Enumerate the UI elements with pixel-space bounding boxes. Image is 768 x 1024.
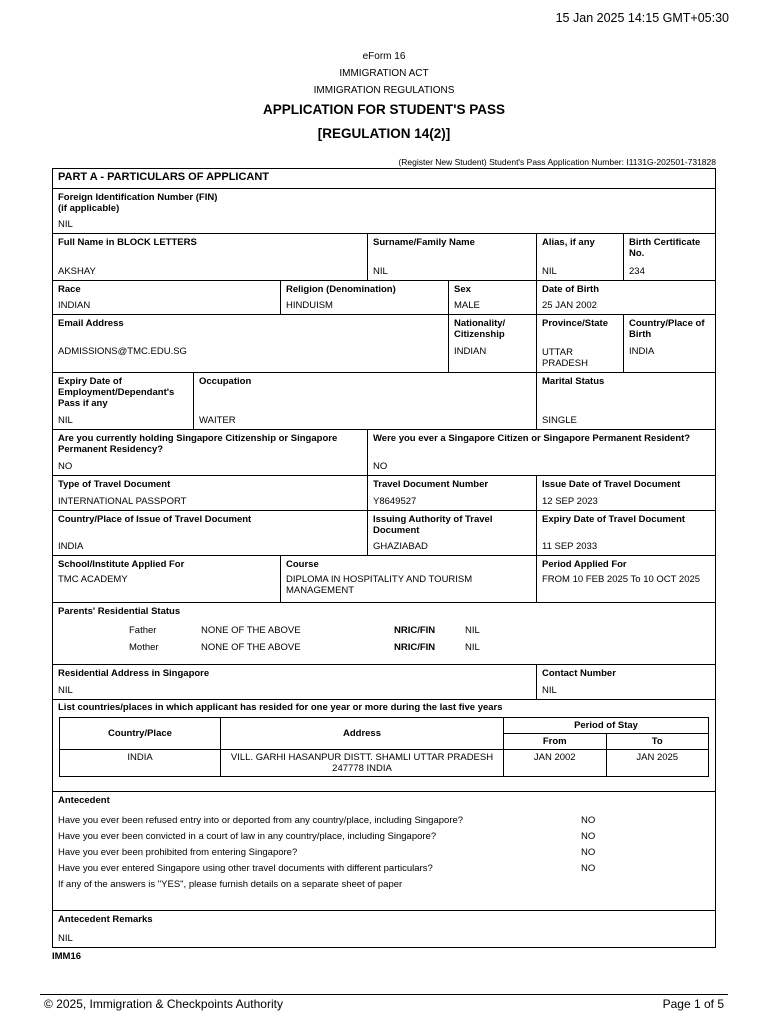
- father-nric-label: NRIC/FIN: [394, 625, 436, 636]
- residential-address-value: NIL: [58, 685, 73, 696]
- pass-expiry-label: Expiry Date of Employment/Dependant's Pass if any: [58, 376, 175, 409]
- travel-doc-row: [53, 475, 715, 510]
- antecedent-answer-3: NO: [581, 847, 596, 858]
- issuing-authority-label: Issuing Authority of Travel Document: [373, 514, 493, 536]
- alias-label: Alias, if any: [542, 237, 595, 248]
- remarks-label: Antecedent Remarks: [58, 914, 153, 925]
- issuing-authority-cell: [367, 511, 536, 555]
- act-label: IMMIGRATION ACT: [339, 68, 429, 79]
- travel-doc-expiry-value: 11 SEP 2033: [542, 541, 598, 552]
- antecedent-answer-1: NO: [581, 815, 596, 826]
- travel-doc-number-cell: [367, 476, 536, 510]
- school-row: [53, 555, 715, 602]
- race-label: Race: [58, 284, 81, 295]
- occupation-row: [53, 372, 715, 429]
- row-from: JAN 2002: [504, 750, 607, 777]
- birth-cert-cell: [623, 234, 715, 280]
- remarks-value: NIL: [58, 933, 73, 944]
- mother-nric-label: NRIC/FIN: [394, 642, 436, 653]
- religion-label: Religion (Denomination): [286, 284, 396, 295]
- from-header: From: [504, 734, 607, 750]
- row-to: JAN 2025: [606, 750, 709, 777]
- school-label: School/Institute Applied For: [58, 559, 185, 570]
- former-citizenship-value: NO: [373, 461, 388, 472]
- father-status: NONE OF THE ABOVE: [201, 625, 301, 636]
- part-a-title: PART A - PARTICULARS OF APPLICANT: [58, 171, 270, 183]
- regulation-label: [REGULATION 14(2)]: [317, 126, 451, 141]
- regs-label: IMMIGRATION REGULATIONS: [313, 85, 455, 96]
- countries-label: List countries/places in which applicant has resided for one year or more during the last five years: [58, 702, 503, 713]
- travel-doc-type-label: Type of Travel Document: [58, 479, 171, 490]
- race-row: [53, 280, 715, 314]
- row-address: VILL. GARHI HASANPUR DISTT. SHAMLI UTTAR PRADESH 247778 INDIA: [221, 750, 504, 777]
- remarks-row: [53, 910, 715, 947]
- province-cell: [536, 315, 623, 372]
- pass-expiry-value: NIL: [58, 415, 73, 426]
- former-citizenship-label: Were you ever a Singapore Citizen or Singapore Permanent Resident?: [373, 433, 691, 444]
- countries-cell: [53, 700, 715, 791]
- eform-label: eForm 16: [362, 51, 406, 62]
- travel-doc-type-value: INTERNATIONAL PASSPORT: [58, 496, 187, 507]
- birth-cert-value: 234: [629, 266, 645, 277]
- occupation-cell: [193, 373, 536, 429]
- dob-cell: [536, 281, 715, 314]
- province-value: UTTAR PRADESH: [542, 347, 588, 369]
- course-value: DIPLOMA IN HOSPITALITY AND TOURISM MANAGEMENT: [286, 574, 473, 596]
- pass-expiry-cell: [53, 373, 193, 429]
- antecedent-question-4: Have you ever entered Singapore using other travel documents with different particulars?: [58, 863, 433, 874]
- travel-issue-row: [53, 510, 715, 555]
- province-label: Province/State: [542, 318, 608, 329]
- issuing-authority-value: GHAZIABAD: [373, 541, 428, 552]
- current-citizenship-label: Are you currently holding Singapore Citizenship or Singapore Permanent Residency?: [58, 433, 338, 455]
- sex-cell: [448, 281, 536, 314]
- religion-value: HINDUISM: [286, 300, 333, 311]
- birth-country-value: INDIA: [629, 346, 655, 357]
- citizenship-row: [53, 429, 715, 475]
- occupation-value: WAITER: [199, 415, 236, 426]
- birth-country-label: Country/Place of Birth: [629, 318, 705, 340]
- email-label: Email Address: [58, 318, 124, 329]
- name-row: [53, 233, 715, 280]
- period-value: FROM 10 FEB 2025 To 10 OCT 2025: [542, 574, 701, 585]
- surname-cell: [367, 234, 536, 280]
- antecedent-answer-4: NO: [581, 863, 596, 874]
- timestamp: 15 Jan 2025 14:15 GMT+05:30: [555, 11, 729, 25]
- antecedent-question-2: Have you ever been convicted in a court of law in any country/place, including Singapore?: [58, 831, 437, 842]
- table-header-row: [60, 718, 709, 734]
- marital-value: SINGLE: [542, 415, 577, 426]
- country-header: Country/Place: [60, 718, 221, 750]
- application-form: [52, 168, 716, 948]
- travel-doc-type-cell: [53, 476, 367, 510]
- footer-copyright: © 2025, Immigration & Checkpoints Authority: [44, 997, 283, 1011]
- school-cell: [53, 556, 280, 602]
- dob-value: 25 JAN 2002: [542, 300, 597, 311]
- fin-label: Foreign Identification Number (FIN): [58, 192, 218, 203]
- marital-label: Marital Status: [542, 376, 605, 387]
- form-title: APPLICATION FOR STUDENT'S PASS: [263, 102, 505, 117]
- issue-country-value: INDIA: [58, 541, 84, 552]
- religion-cell: [280, 281, 448, 314]
- former-citizenship-cell: [367, 430, 715, 475]
- surname-value: NIL: [373, 266, 388, 277]
- footer-page-number: Page 1 of 5: [662, 997, 724, 1011]
- full-name-value: AKSHAY: [58, 266, 96, 277]
- antecedent-note: If any of the answers is "YES", please furnish details on a separate sheet of paper: [58, 879, 403, 890]
- residence-row: [53, 664, 715, 699]
- surname-label: Surname/Family Name: [373, 237, 475, 248]
- current-citizenship-cell: [53, 430, 367, 475]
- fin-value: NIL: [58, 219, 73, 230]
- antecedent-question-3: Have you ever been prohibited from entering Singapore?: [58, 847, 298, 858]
- father-nric-value: NIL: [465, 625, 480, 636]
- antecedent-answer-2: NO: [581, 831, 596, 842]
- contact-number-cell: [536, 665, 715, 699]
- school-value: TMC ACADEMY: [58, 574, 128, 585]
- footer-divider: [40, 994, 728, 995]
- fin-cell: [53, 189, 715, 233]
- antecedent-label: Antecedent: [58, 795, 110, 806]
- nationality-label: Nationality/ Citizenship: [454, 318, 506, 340]
- antecedent-section: [53, 791, 715, 910]
- email-value: ADMISSIONS@TMC.EDU.SG: [58, 346, 187, 357]
- to-header: To: [606, 734, 709, 750]
- father-label: Father: [129, 625, 157, 636]
- fin-sublabel: (if applicable): [58, 203, 120, 214]
- antecedent-question-1: Have you ever been refused entry into or deported from any country/place, including Singapore?: [58, 815, 464, 826]
- course-label: Course: [286, 559, 319, 570]
- residential-address-label: Residential Address in Singapore: [58, 668, 210, 679]
- parents-cell: [53, 603, 715, 665]
- dob-label: Date of Birth: [542, 284, 599, 295]
- period-header: Period of Stay: [504, 718, 709, 734]
- travel-doc-number-value: Y8649527: [373, 496, 417, 507]
- email-cell: [53, 315, 448, 372]
- full-name-label: Full Name in BLOCK LETTERS: [58, 237, 197, 248]
- sex-label: Sex: [454, 284, 471, 295]
- mother-status: NONE OF THE ABOVE: [201, 642, 301, 653]
- alias-cell: [536, 234, 623, 280]
- birth-cert-label: Birth Certificate No.: [629, 237, 701, 259]
- travel-doc-expiry-cell: [536, 511, 715, 555]
- address-header: Address: [221, 718, 504, 750]
- full-name-cell: [53, 234, 367, 280]
- countries-row: [53, 699, 715, 791]
- remarks-cell: [53, 911, 715, 947]
- email-row: [53, 314, 715, 372]
- parents-row: [53, 602, 715, 664]
- contact-number-value: NIL: [542, 685, 557, 696]
- table-row: [60, 750, 709, 777]
- issue-country-label: Country/Place of Issue of Travel Document: [58, 514, 252, 525]
- issue-country-cell: [53, 511, 367, 555]
- birth-country-cell: [623, 315, 715, 372]
- parents-label: Parents' Residential Status: [58, 606, 181, 617]
- form-code: IMM16: [52, 951, 82, 962]
- row-country: INDIA: [60, 750, 221, 777]
- travel-doc-issue-cell: [536, 476, 715, 510]
- travel-doc-number-label: Travel Document Number: [373, 479, 489, 490]
- marital-cell: [536, 373, 715, 429]
- residence-history-table: [59, 717, 709, 777]
- occupation-label: Occupation: [199, 376, 252, 387]
- part-a-header: [53, 169, 715, 188]
- residential-address-cell: [53, 665, 536, 699]
- nationality-cell: [448, 315, 536, 372]
- contact-number-label: Contact Number: [542, 668, 616, 679]
- application-number: (Register New Student) Student's Pass Application Number: I1131G-202501-731828: [398, 157, 716, 167]
- sex-value: MALE: [454, 300, 480, 311]
- travel-doc-issue-value: 12 SEP 2023: [542, 496, 598, 507]
- current-citizenship-value: NO: [58, 461, 73, 472]
- fin-row: [53, 188, 715, 233]
- race-value: INDIAN: [58, 300, 91, 311]
- travel-doc-issue-label: Issue Date of Travel Document: [542, 479, 681, 490]
- course-cell: [280, 556, 536, 602]
- travel-doc-expiry-label: Expiry Date of Travel Document: [542, 514, 686, 525]
- race-cell: [53, 281, 280, 314]
- alias-value: NIL: [542, 266, 557, 277]
- nationality-value: INDIAN: [454, 346, 487, 357]
- period-cell: [536, 556, 715, 602]
- mother-label: Mother: [129, 642, 159, 653]
- mother-nric-value: NIL: [465, 642, 480, 653]
- period-label: Period Applied For: [542, 559, 627, 570]
